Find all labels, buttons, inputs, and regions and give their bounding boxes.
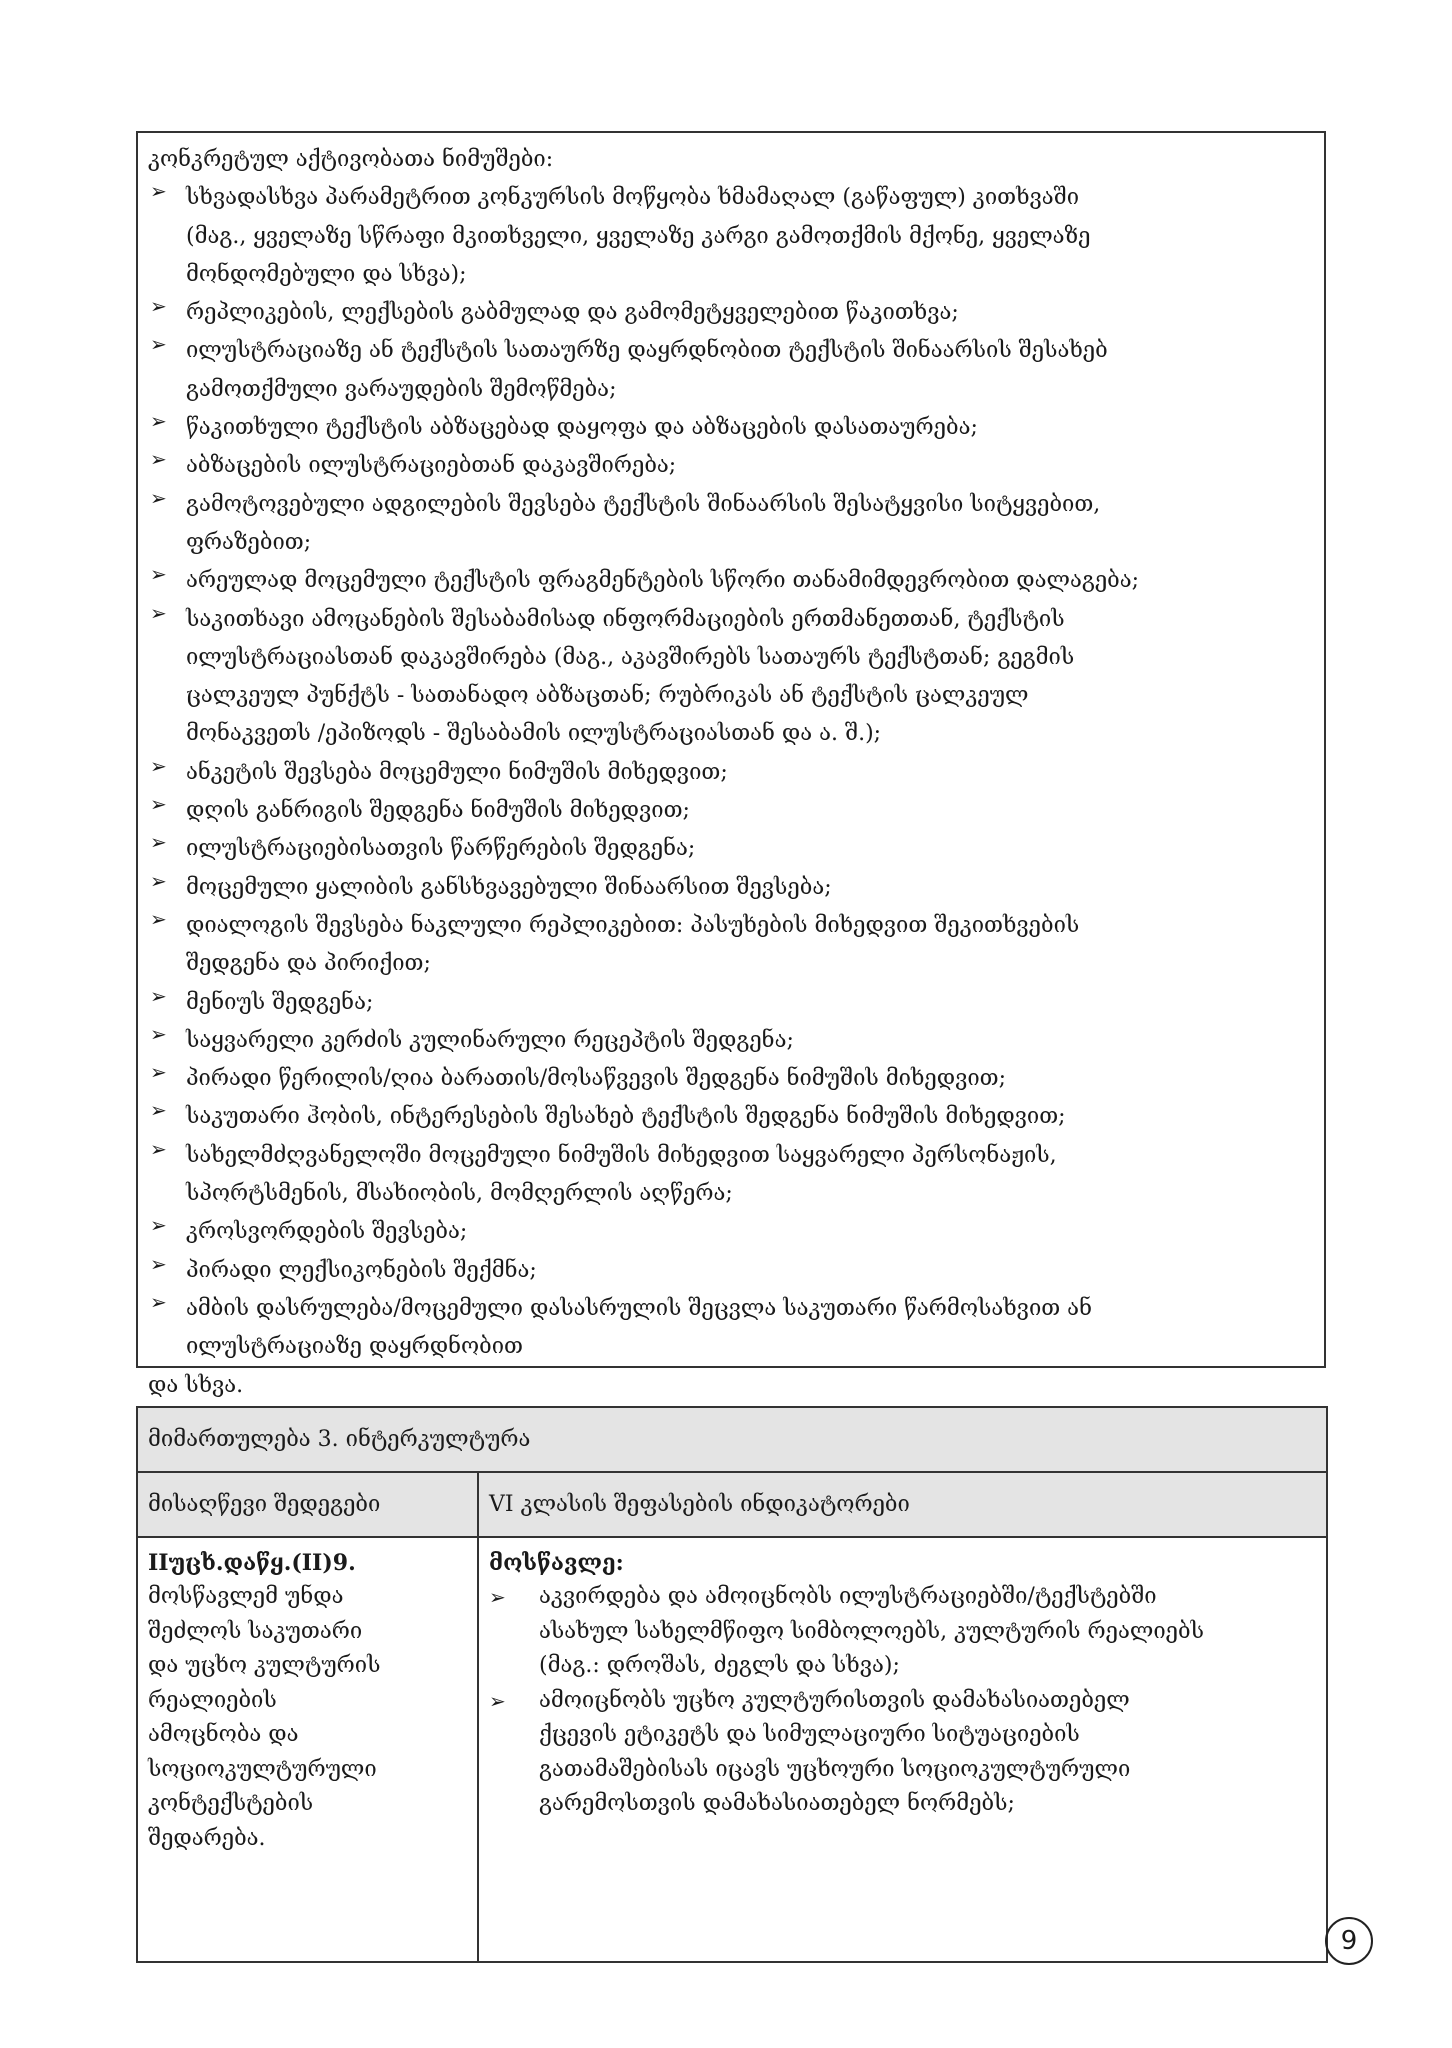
activity-text-line: (მაგ., ყველაზე სწრაფი მკითხველი, ყველაზე კარგი გამოთქმის მქონე, ყველაზე: [186, 223, 1091, 249]
arrow-bullet-icon: ➢: [150, 792, 167, 817]
page-number: 9: [1325, 1917, 1373, 1965]
activity-item: [148, 1060, 1314, 1098]
activity-text-line: დიალოგის შევსება ნაკლული რეპლიკებით: პასუხების მიხედვით შეკითხვების: [186, 912, 1080, 938]
activity-text-line: მოცემული ყალიბის განსხვავებული შინაარსით შევსება;: [186, 874, 832, 900]
indicator-text-line: გათამაშებისას იცავს უცხოური სოციოკულტურული: [539, 1756, 1131, 1782]
activity-item: [148, 1098, 1314, 1136]
activity-text-line: საკუთარი ჰობის, ინტერესების შესახებ ტექსტის შედგენა ნიმუშის მიხედვით;: [186, 1104, 1066, 1130]
intercultural-table: [136, 1406, 1328, 1963]
activity-item: [148, 869, 1314, 907]
arrow-bullet-icon: ➢: [150, 179, 167, 204]
activity-item: [148, 1022, 1314, 1060]
activity-text-line: ანკეტის შევსება მოცემული ნიმუშის მიხედვით;: [186, 759, 728, 785]
arrow-bullet-icon: ➢: [150, 830, 167, 855]
activity-text-line: საკითხავი ამოცანების შესაბამისად ინფორმაციების ერთმანეთთან, ტექსტის: [186, 606, 1065, 632]
indicator-text-line: აკვირდება და ამოიცნობს ილუსტრაციებში/ტექსტებში: [539, 1584, 1157, 1609]
activity-text-line: საყვარელი კერძის კულინარული რეცეპტის შედგენა;: [186, 1027, 794, 1053]
activity-item: [148, 1137, 1314, 1214]
activity-text-line: ილუსტრაციაზე დაყრდნობით: [186, 1334, 523, 1360]
indicator-text-line: ქცევის ეტიკეტს და სიმულაციური სიტუაციების: [539, 1722, 1080, 1747]
outcome-text: [148, 1580, 467, 1856]
arrow-bullet-icon: ➢: [150, 868, 167, 893]
activity-item: [148, 1252, 1314, 1290]
activity-item: [148, 830, 1314, 868]
arrow-bullet-icon: ➢: [150, 1098, 167, 1123]
activities-heading: კონკრეტულ აქტივობათა ნიმუშები:: [148, 147, 554, 172]
activities-footer: და სხვა.: [148, 1372, 244, 1398]
activity-item: [148, 562, 1314, 600]
arrow-bullet-icon: ➢: [489, 1688, 506, 1713]
arrow-bullet-icon: ➢: [150, 1213, 167, 1238]
activity-text-line: გამოტოვებული ადგილების შევსება ტექსტის შინაარსის შესატყვისი სიტყვებით,: [186, 491, 1101, 517]
activity-item: [148, 907, 1314, 984]
outcome-code: IIუცხ.დაწყ.(II)9.: [148, 1550, 356, 1576]
indicator-text-line: (მაგ.: დროშას, ძეგლს და სხვა);: [539, 1653, 900, 1678]
activity-text-line: წაკითხული ტექსტის აბზაცებად დაყოფა და აბზაცების დასათაურება;: [186, 415, 978, 441]
indicator-text-line: ასახულ სახელმწიფო სიმბოლოებს, კულტურის რეალიებს: [539, 1618, 1204, 1644]
arrow-bullet-icon: ➢: [150, 294, 167, 319]
outcome-text-line: შედარება.: [148, 1825, 266, 1851]
activity-text-line: მენიუს შედგენა;: [186, 989, 374, 1015]
activity-item: [148, 1290, 1314, 1367]
activity-text-line: ამბის დასრულება/მოცემული დასასრულის შეცვლა საკუთარი წარმოსახვით ან: [186, 1295, 1092, 1321]
activity-text-line: დღის განრიგის შედგენა ნიმუშის მიხედვით;: [186, 798, 690, 824]
activity-item: [148, 486, 1314, 563]
activity-item: [148, 409, 1314, 447]
activity-item: [148, 1213, 1314, 1251]
outcome-text-line: და უცხო კულტურის: [148, 1653, 381, 1678]
activity-text-line: არეულად მოცემული ტექსტის ფრაგმენტების სწორი თანამიმდევრობით დალაგება;: [186, 568, 1140, 594]
arrow-bullet-icon: ➢: [150, 1136, 167, 1161]
activity-text-line: აბზაცების ილუსტრაციებთან დაკავშირება;: [186, 453, 677, 479]
arrow-bullet-icon: ➢: [150, 332, 167, 357]
activity-text-line: სხვადასხვა პარამეტრით კონკურსის მოწყობა ხმამაღალ (გაწაფულ) კითხვაში: [186, 185, 1080, 211]
arrow-bullet-icon: ➢: [150, 1251, 167, 1276]
activity-item: [148, 984, 1314, 1022]
outcome-text-line: კონტექსტების: [148, 1791, 314, 1816]
indicator-label: მოსწავლე:: [489, 1550, 624, 1576]
arrow-bullet-icon: ➢: [489, 1585, 506, 1609]
activity-text-line: ილუსტრაციასთან დაკავშირება (მაგ., აკავშირებს სათაურს ტექსტთან; გეგმის: [186, 644, 1075, 670]
outcome-text-line: რეალიების: [148, 1687, 277, 1713]
activity-text-line: ილუსტრაციებისათვის წარწერების შედგენა;: [186, 836, 696, 862]
activity-text-line: პირადი წერილის/ღია ბარათის/მოსაწვევის შედგენა ნიმუშის მიხედვით;: [186, 1066, 1007, 1092]
activity-text-line: გამოთქმული ვარაუდების შემოწმება;: [186, 376, 617, 402]
arrow-bullet-icon: ➢: [150, 409, 167, 434]
outcomes-column-header: მისაღწევი შედეგები: [137, 1472, 478, 1537]
activity-item: [148, 332, 1314, 409]
indicator-item: [489, 1580, 1316, 1684]
activities-box: [136, 131, 1326, 1398]
activity-item: [148, 447, 1314, 485]
direction-header: მიმართულება 3. ინტერკულტურა: [137, 1407, 1327, 1472]
indicators-column-header: VI კლასის შეფასების ინდიკატორები: [478, 1472, 1327, 1537]
arrow-bullet-icon: ➢: [150, 1021, 167, 1046]
outcome-text-line: შეძლოს საკუთარი: [148, 1618, 363, 1644]
arrow-bullet-icon: ➢: [150, 485, 167, 510]
activity-item: [148, 792, 1314, 830]
arrow-bullet-icon: ➢: [150, 1289, 167, 1314]
activity-item: [148, 294, 1314, 332]
indicators-cell: [478, 1537, 1327, 1962]
arrow-bullet-icon: ➢: [150, 600, 167, 625]
activities-list: [148, 179, 1314, 1366]
activity-item: [148, 754, 1314, 792]
activity-text-line: შედგენა და პირიქით;: [186, 951, 431, 977]
activity-text-line: პირადი ლექსიკონების შექმნა;: [186, 1257, 537, 1283]
outcome-cell: [137, 1537, 478, 1962]
arrow-bullet-icon: ➢: [150, 983, 167, 1008]
outcome-text-line: სოციოკულტურული: [148, 1756, 377, 1782]
arrow-bullet-icon: ➢: [150, 447, 167, 472]
indicator-text-line: გარემოსთვის დამახასიათებელ ნორმებს;: [539, 1791, 1015, 1816]
activity-text-line: ცალკეულ პუნქტს - სათანადო აბზაცთან; რუბრიკას ან ტექსტის ცალკეულ: [186, 683, 1029, 709]
arrow-bullet-icon: ➢: [150, 1060, 167, 1085]
activity-text-line: ფრაზებით;: [186, 529, 312, 555]
indicators-list: [489, 1580, 1316, 1822]
activity-text-line: კროსვორდების შევსება;: [186, 1219, 468, 1245]
activity-text-line: ილუსტრაციაზე ან ტექსტის სათაურზე დაყრდნობით ტექსტის შინაარსის შესახებ: [186, 338, 1108, 364]
activity-text-line: სპორტსმენის, მსახიობის, მომღერლის აღწერა;: [186, 1181, 733, 1207]
activity-text-line: მონდომებული და სხვა);: [186, 261, 467, 287]
activity-item: [148, 601, 1314, 754]
arrow-bullet-icon: ➢: [150, 906, 167, 931]
outcome-text-line: მოსწავლემ უნდა: [148, 1584, 344, 1609]
indicator-item: [489, 1684, 1316, 1822]
arrow-bullet-icon: ➢: [150, 753, 167, 778]
arrow-bullet-icon: ➢: [150, 562, 167, 587]
activity-item: [148, 179, 1314, 294]
activity-text-line: რეპლიკების, ლექსების გაბმულად და გამომეტყველებით წაკითხვა;: [186, 300, 959, 326]
activity-text-line: სახელმძღვანელოში მოცემული ნიმუშის მიხედვით საყვარელი პერსონაჟის,: [186, 1142, 1057, 1168]
indicator-text-line: ამოიცნობს უცხო კულტურისთვის დამახასიათებელ: [539, 1687, 1130, 1713]
outcome-text-line: ამოცნობა და: [148, 1722, 299, 1747]
activity-text-line: მონაკვეთს /ეპიზოდს - შესაბამის ილუსტრაციასთან და ა. შ.);: [186, 721, 882, 747]
